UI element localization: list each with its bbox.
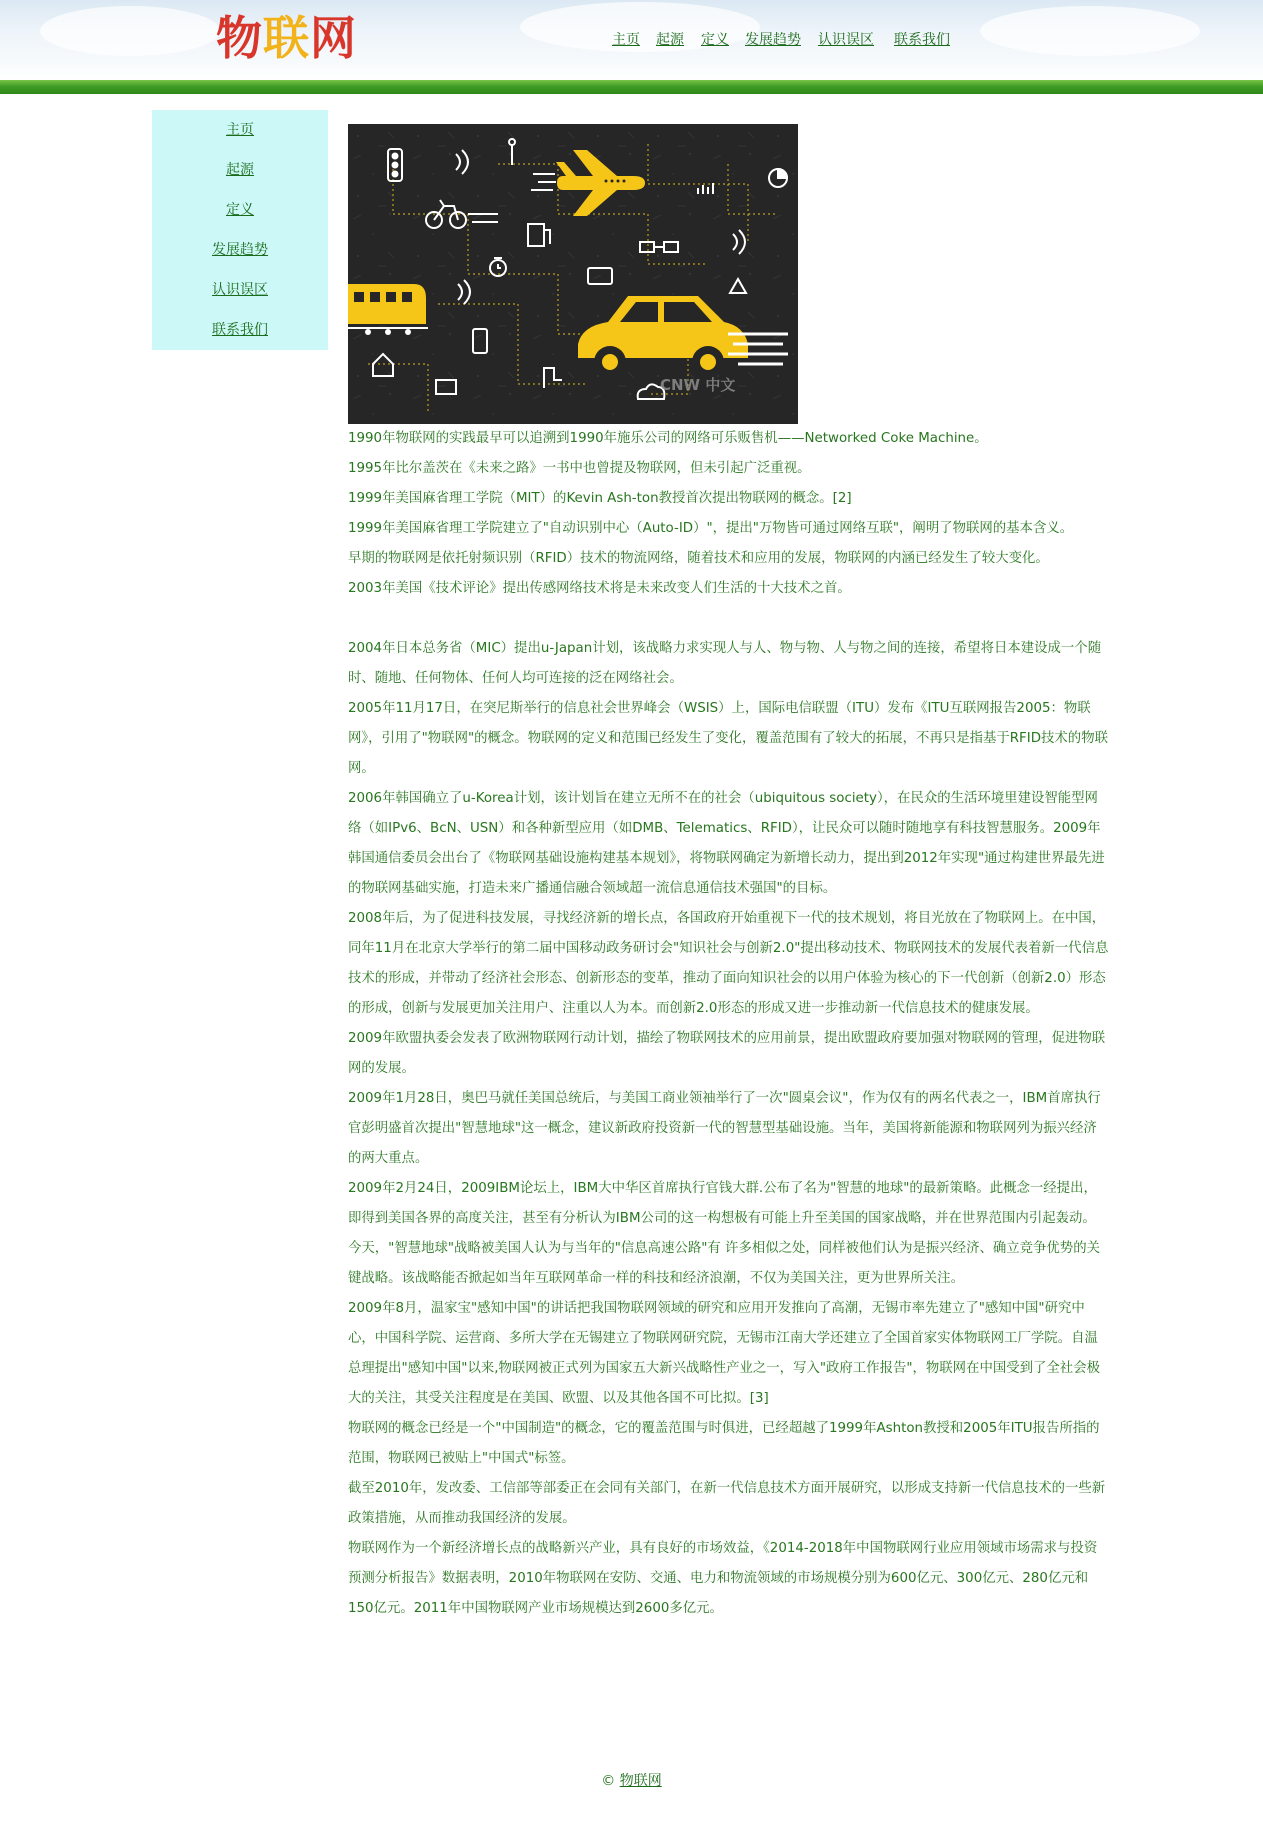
article-paragraph: 今天，"智慧地球"战略被美国人认为与当年的"信息高速公路"有 许多相似之处，同样被他们认为是振兴经济、确立竞争优势的关键战略。该战略能否掀起如当年互联网革命一样的科技和经济浪潮，不仅为美国关注，更为世界所关注。 (348, 1241, 1100, 1286)
header-cloud-decoration (980, 6, 1200, 56)
train-icon (348, 284, 428, 335)
paragraph-spacer (348, 604, 1110, 634)
article-content (348, 424, 1110, 1624)
header-green-band (0, 80, 1263, 94)
article-paragraph: 截至2010年，发改委、工信部等部委正在会同有关部门，在新一代信息技术方面开展研究，以形成支持新一代信息技术的一些新政策措施，从而推动我国经济的发展。 (348, 1481, 1106, 1526)
nav-link-contact[interactable]: 联系我们 (894, 32, 950, 48)
nav-link-definition[interactable]: 定义 (701, 32, 729, 48)
logo-char: 网 (310, 11, 357, 65)
nav-link-trends[interactable]: 发展趋势 (745, 32, 801, 48)
article-paragraph: 2005年11月17日，在突尼斯举行的信息社会世界峰会（WSIS）上，国际电信联盟（ITU）发布《ITU互联网报告2005：物联网》，引用了"物联网"的概念。物联网的定义和范围已经发生了变化，覆盖范围有了较大的拓展，不再只是指基于RFID技术的物联网。 (348, 701, 1108, 776)
sidebar-item-misconceptions[interactable]: 认识误区 (212, 282, 268, 298)
sidebar (152, 110, 328, 350)
sidebar-item-contact[interactable]: 联系我们 (212, 322, 268, 338)
sidebar-item-home[interactable]: 主页 (226, 122, 254, 138)
site-footer (0, 1770, 1263, 1792)
article-paragraph: 物联网作为一个新经济增长点的战略新兴产业，具有良好的市场效益，《2014-2018年中国物联网行业应用领域市场需求与投资预测分析报告》数据表明，2010年物联网在安防、交通、电力和物流领域的市场规模分别为600亿元、300亿元、280亿元和150亿元。2011年中国物联网产业市场规模达到2600多亿元。 (348, 1541, 1098, 1616)
article-paragraph: 1999年美国麻省理工学院（MIT）的Kevin Ash-ton教授首次提出物联网的概念。[2] (348, 491, 852, 506)
article-paragraph: 2009年1月28日，奥巴马就任美国总统后，与美国工商业领袖举行了一次"圆桌会议"，作为仅有的两名代表之一，IBM首席执行官彭明盛首次提出"智慧地球"这一概念，建议新政府投资新一代的智慧型基础设施。当年，美国将新能源和物联网列为振兴经济的两大重点。 (348, 1091, 1101, 1166)
article-paragraph: 2009年欧盟执委会发表了欧洲物联网行动计划，描绘了物联网技术的应用前景，提出欧盟政府要加强对物联网的管理，促进物联网的发展。 (348, 1031, 1106, 1076)
article-paragraph: 早期的物联网是依托射频识别（RFID）技术的物流网络，随着技术和应用的发展，物联网的内涵已经发生了较大变化。 (348, 551, 1049, 566)
sidebar-item-origin[interactable]: 起源 (226, 162, 254, 178)
article-paragraph: 2008年后，为了促进科技发展，寻找经济新的增长点，各国政府开始重视下一代的技术规划，将目光放在了物联网上。在中国，同年11月在北京大学举行的第二届中国移动政务研讨会"知识社会与创新2.0"提出移动技术、物联网技术的发展代表着新一代信息技术的形成，并带动了经济社会形态、创新形态的变革，推动了面向知识社会的以用户体验为核心的下一代创新（创新2.0）形态的形成，创新与发展更加关注用户、注重以人为本。而创新2.0形态的形成又进一步推动新一代信息技术的健康发展。 (348, 911, 1109, 1016)
site-logo[interactable] (216, 10, 357, 66)
article-paragraph: 2003年美国《技术评论》提出传感网络技术将是未来改变人们生活的十大技术之首。 (348, 581, 851, 596)
header-cloud-decoration (40, 6, 220, 56)
article-paragraph: 2009年8月，温家宝"感知中国"的讲话把我国物联网领域的研究和应用开发推向了高潮，无锡市率先建立了"感知中国"研究中心，中国科学院、运营商、多所大学在无锡建立了物联网研究院，无锡市江南大学还建立了全国首家实体物联网工厂学院。自温总理提出"感知中国"以来,物联网被正式列为国家五大新兴战略性产业之一，写入"政府工作报告"，物联网在中国受到了全社会极大的关注，其受关注程度是在美国、欧盟、以及其他各国不可比拟。[3] (348, 1301, 1100, 1406)
image-watermark: CNW 中文 (660, 376, 736, 394)
article-paragraph: 1999年美国麻省理工学院建立了"自动识别中心（Auto-ID）"，提出"万物皆可通过网络互联"，阐明了物联网的基本含义。 (348, 521, 1074, 536)
site-header (0, 0, 1263, 80)
footer-site-link[interactable]: 物联网 (619, 1773, 662, 1789)
nav-link-origin[interactable]: 起源 (656, 32, 684, 48)
article-paragraph: 2006年韩国确立了u-Korea计划，该计划旨在建立无所不在的社会（ubiquitous society），在民众的生活环境里建设智能型网络（如IPv6、BcN、USN）和各种新型应用（如DMB、Telematics、RFID），让民众可以随时随地享有科技智慧服务。2009年韩国通信委员会出台了《物联网基础设施构建基本规划》，将物联网确定为新增长动力，提出到2012年实现"通过构建世界最先进的物联网基础实施，打造未来广播通信融合领域超一流信息通信技术强国"的目标。 (348, 791, 1105, 896)
article-paragraph: 2009年2月24日，2009IBM论坛上，IBM大中华区首席执行官钱大群.公布了名为"智慧的地球"的最新策略。此概念一经提出，即得到美国各界的高度关注，甚至有分析认为IBM公司的这一构想极有可能上升至美国的国家战略，并在世界范围内引起轰动。 (348, 1181, 1097, 1226)
sidebar-item-definition[interactable]: 定义 (226, 202, 254, 218)
iot-illustration (348, 124, 798, 424)
copyright-symbol: © (601, 1773, 616, 1789)
article-paragraph: 1995年比尔盖茨在《未来之路》一书中也曾提及物联网，但未引起广泛重视。 (348, 461, 811, 476)
nav-link-home[interactable]: 主页 (612, 32, 640, 48)
article-paragraph: 物联网的概念已经是一个"中国制造"的概念，它的覆盖范围与时俱进，已经超越了1999年Ashton教授和2005年ITU报告所指的范围，物联网已被贴上"中国式"标签。 (348, 1421, 1100, 1466)
article-paragraph: 1990年物联网的实践最早可以追溯到1990年施乐公司的网络可乐贩售机——Networked Coke Machine。 (348, 431, 988, 446)
nav-link-misconceptions[interactable]: 认识误区 (818, 32, 874, 48)
logo-char: 联 (263, 11, 310, 65)
article-paragraph: 2004年日本总务省（MIC）提出u-Japan计划，该战略力求实现人与人、物与物、人与物之间的连接，希望将日本建设成一个随时、随地、任何物体、任何人均可连接的泛在网络社会。 (348, 641, 1102, 686)
logo-char: 物 (216, 11, 263, 65)
sidebar-item-trends[interactable]: 发展趋势 (212, 242, 268, 258)
